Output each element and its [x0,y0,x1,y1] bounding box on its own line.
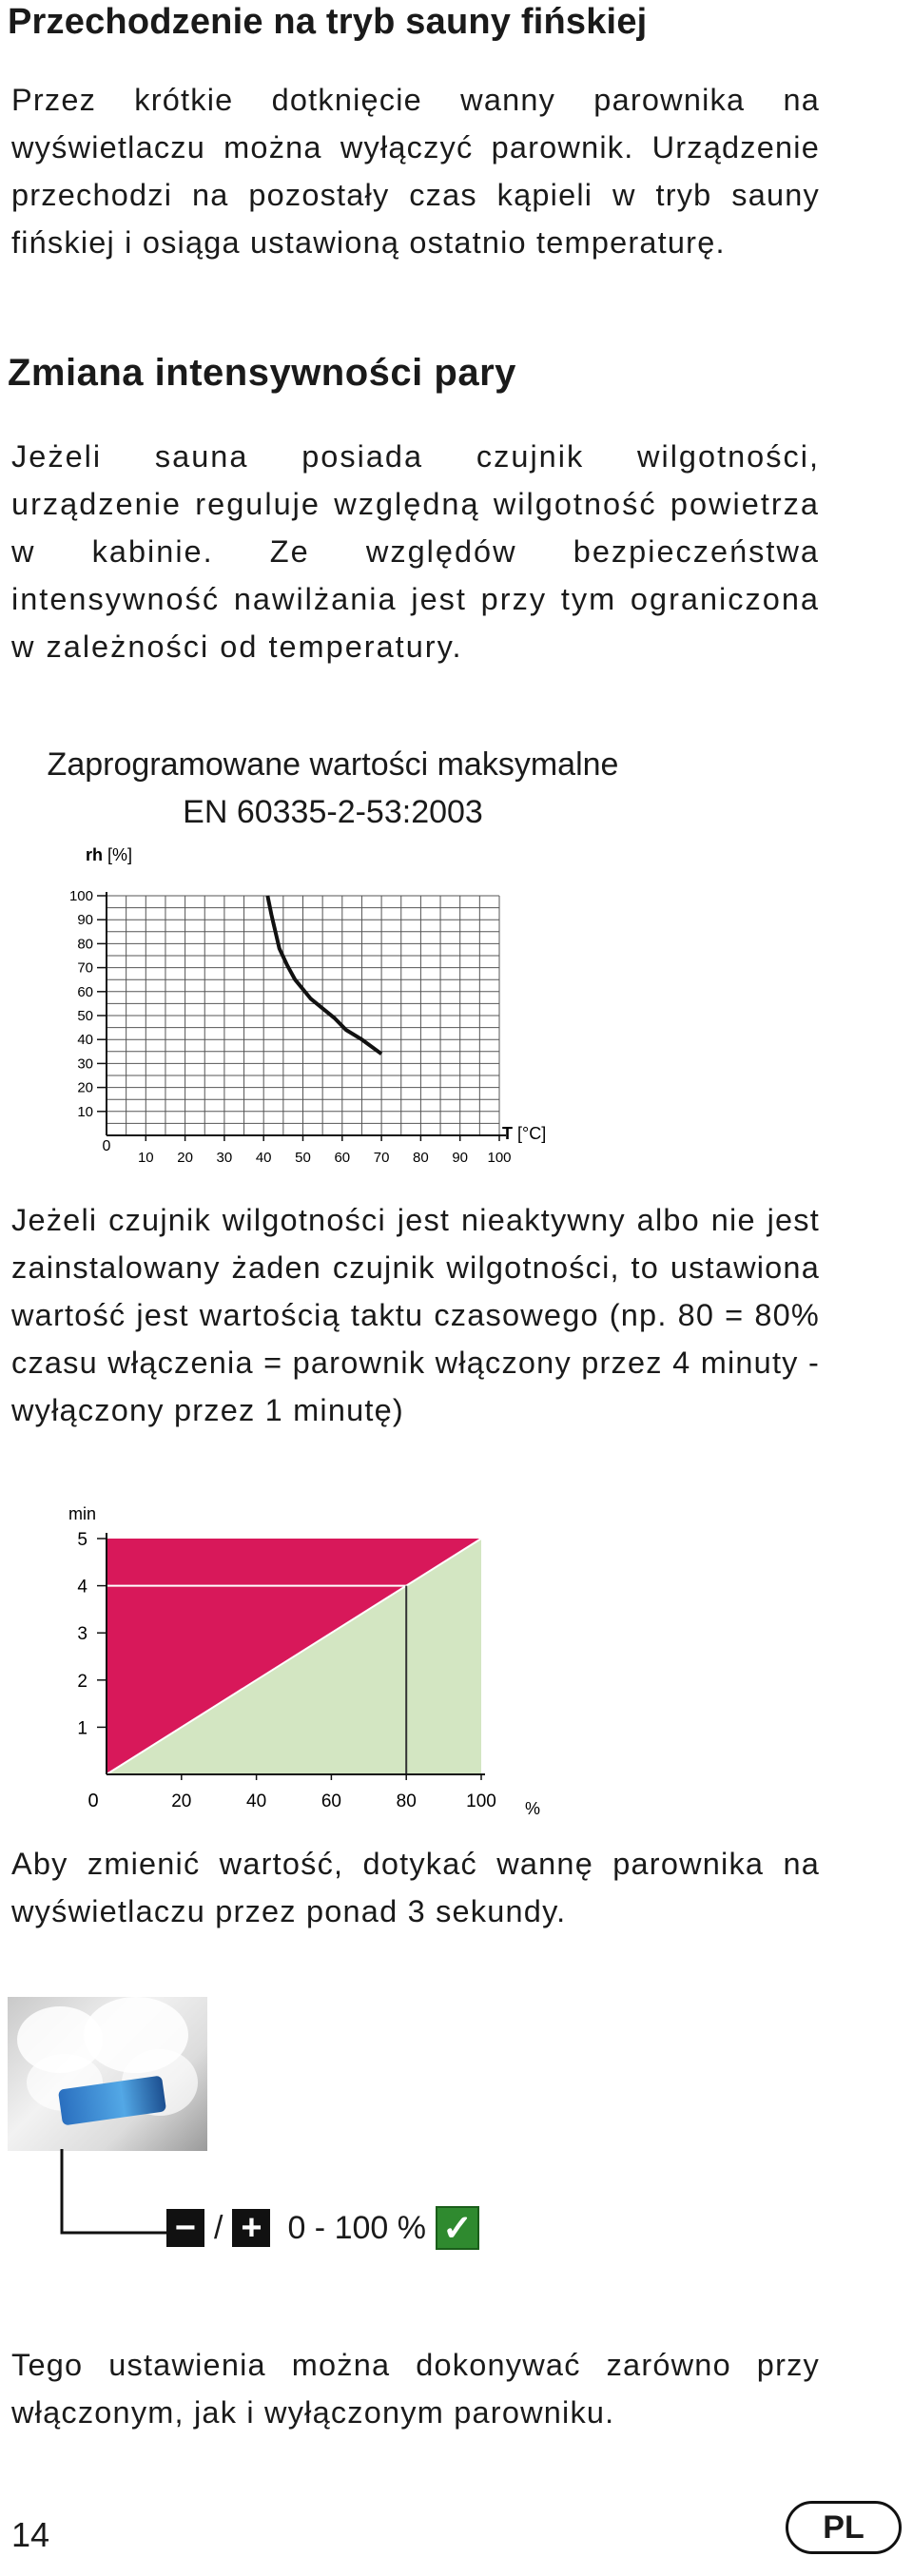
chart2-y-tick-label: 4 [77,1577,87,1598]
chart2-origin-label: 0 [87,1791,99,1811]
chart1-ylabel [86,845,132,864]
value-controls [166,2201,479,2255]
chart1-y-tick-label: 20 [77,1079,93,1096]
chart1-y-ticks [69,888,107,1120]
chart1-y-tick-label: 50 [77,1008,93,1024]
paragraph-humidity-sensor: Jeżeli sauna posiada czujnik wilgotności, urządzenie reguluje względną wilgotność powietrza w kabinie. Ze względów bezpieczeństwa intensywność nawilżania jest przy tym ograniczona w zależności od temperatury. [11,439,820,664]
chart1-y-tick-label: 70 [77,959,93,977]
chart2-y-ticks [77,1530,107,1738]
paragraph-time-cycle: Jeżeli czujnik wilgotności jest nieaktywny albo nie jest zainstalowany żaden czujnik wilgotności, to ustawiona wartość jest wartością taktu czasowego (np. 80 = 80% czasu włączenia = parownik włączony przez 4 minuty - wyłączony przez 1 minutę) [11,1203,820,1427]
chart1-origin-label: 0 [102,1138,111,1154]
chart1-ylabel-bold: rh [86,845,103,864]
chart1-xlabel-bold: T [502,1124,513,1143]
chart2-x-tick-label: 100 [466,1792,496,1811]
chart2-x-tick-label: 80 [396,1792,417,1811]
chart1-y-tick-label: 40 [77,1032,93,1049]
chart1-grid [107,896,499,1135]
chart1-y-tick-label: 90 [77,912,93,929]
chart1-xlabel [502,1124,546,1143]
chart1-xlabel-unit: [°C] [517,1124,547,1143]
chart2-x-tick-label: 60 [321,1792,341,1811]
section-title-steam-intensity: Zmiana intensywności pary [8,352,516,394]
display-touch-photo [8,1997,207,2151]
confirm-check-icon[interactable]: ✓ [436,2206,479,2250]
controls-separator: / [214,2209,223,2246]
connector-line [57,2149,171,2244]
chart1-x-tick-label: 100 [487,1150,512,1166]
plus-button[interactable]: + [232,2209,270,2247]
language-badge: PL [786,2501,902,2554]
chart1-x-tick-label: 40 [255,1150,272,1166]
chart1-ylabel-unit: [%] [107,845,133,864]
chart1-x-tick-label: 20 [177,1150,193,1166]
chart2-y-tick-label: 3 [77,1624,87,1645]
chart1-x-tick-label: 90 [452,1150,469,1166]
page-number: 14 [11,2515,50,2554]
chart1-y-tick-label: 10 [77,1103,93,1120]
chart1-x-ticks [138,1135,512,1166]
minus-button[interactable]: − [166,2209,204,2247]
chart1-x-tick-label: 70 [373,1150,390,1166]
paragraph-finnish-sauna: Przez krótkie dotknięcie wanny parownika na wyświetlaczu można wyłączyć parownik. Urządzenie przechodzi na pozostały czas kąpieli w tryb sauny fińskiej i osiąga ustawioną ostatnio temperaturę. [11,83,820,260]
chart2-x-ticks [171,1774,496,1811]
chart2-x-tick-label: 40 [246,1792,267,1811]
time-cycle-chart [0,1493,590,1835]
chart1-y-tick-label: 60 [77,983,93,1000]
paragraph-setting-availability: Tego ustawienia można dokonywać zarówno przy włączonym, jak i wyłączonym parowniku. [11,2348,820,2430]
chart2-y-tick-label: 1 [77,1718,87,1739]
value-range-text: 0 - 100 % [287,2209,426,2246]
chart1-x-tick-label: 10 [137,1150,154,1166]
chart2-x-tick-label: 20 [171,1792,192,1811]
chart2-y-tick-label: 2 [77,1671,87,1692]
humidity-limit-chart [0,837,590,1179]
chart2-xlabel: % [525,1799,541,1818]
chart2-y-tick-label: 5 [77,1530,87,1550]
chart1-x-tick-label: 50 [295,1150,311,1166]
chart1-x-tick-label: 30 [216,1150,233,1166]
chart1-y-tick-label: 30 [77,1056,93,1073]
paragraph-change-value: Aby zmienić wartość, dotykać wannę parownika na wyświetlaczu przez ponad 3 sekundy. [11,1847,820,1928]
chart1-axes [107,892,506,1135]
chart-caption-line2: EN 60335-2-53:2003 [183,794,483,830]
chart1-y-tick-label: 80 [77,936,93,953]
chart-caption-line1: Zaprogramowane wartości maksymalne [47,746,619,783]
chart1-y-tick-label: 100 [68,888,93,904]
section-title-finnish-sauna: Przechodzenie na tryb sauny fińskiej [8,2,648,42]
chart1-x-tick-label: 80 [413,1150,429,1166]
chart1-x-tick-label: 60 [334,1150,351,1166]
chart2-ylabel: min [68,1504,97,1523]
